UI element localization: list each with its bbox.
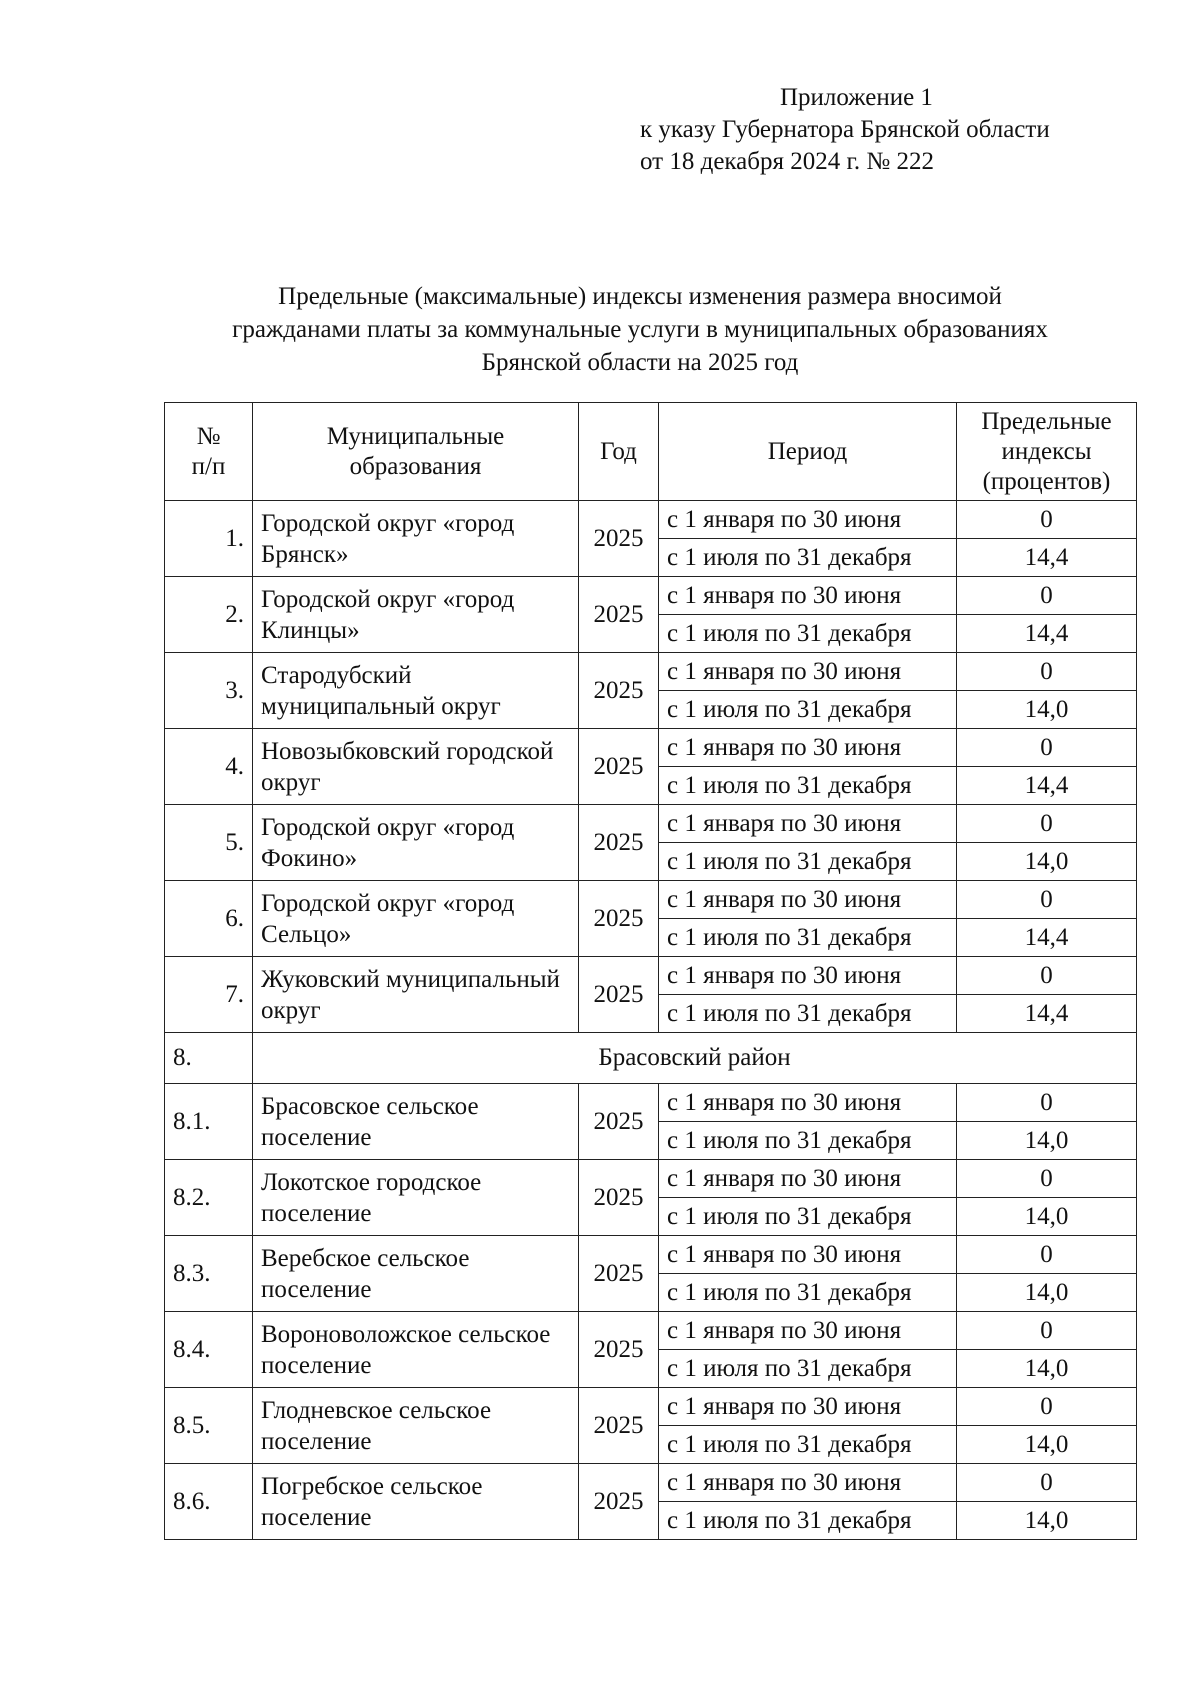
year-cell: 2025	[579, 1312, 659, 1388]
index-value: 14,0	[957, 1426, 1137, 1464]
indices-table	[164, 402, 1137, 1540]
row-number: 8.2.	[165, 1160, 253, 1236]
municipality-name: Локотское городское поселение	[253, 1160, 579, 1236]
period-cell: с 1 июля по 31 декабря	[659, 539, 957, 577]
district-name: Брасовский район	[253, 1033, 1137, 1084]
table-row	[165, 805, 1137, 843]
appendix-header	[640, 82, 1050, 178]
municipality-name: Жуковский муниципальный округ	[253, 957, 579, 1033]
municipality-name: Погребское сельское поселение	[253, 1464, 579, 1540]
index-value: 0	[957, 1464, 1137, 1502]
index-value: 0	[957, 1084, 1137, 1122]
index-value: 0	[957, 501, 1137, 539]
period-cell: с 1 июля по 31 декабря	[659, 615, 957, 653]
period-cell: с 1 января по 30 июня	[659, 1084, 957, 1122]
district-row	[165, 1033, 1137, 1084]
year-cell: 2025	[579, 1160, 659, 1236]
period-cell: с 1 июля по 31 декабря	[659, 767, 957, 805]
table-row	[165, 501, 1137, 539]
table-row	[165, 1388, 1137, 1426]
table-row	[165, 1236, 1137, 1274]
municipality-name: Городской округ «город Клинцы»	[253, 577, 579, 653]
year-cell: 2025	[579, 1236, 659, 1312]
table-header-row	[165, 403, 1137, 501]
table-row	[165, 881, 1137, 919]
index-value: 14,0	[957, 1198, 1137, 1236]
period-cell: с 1 января по 30 июня	[659, 653, 957, 691]
row-number: 8.6.	[165, 1464, 253, 1540]
header-name: Муниципальные образования	[253, 403, 579, 501]
period-cell: с 1 июля по 31 декабря	[659, 1502, 957, 1540]
period-cell: с 1 января по 30 июня	[659, 1236, 957, 1274]
municipality-name: Брасовское сельское поселение	[253, 1084, 579, 1160]
index-value: 0	[957, 577, 1137, 615]
municipality-name: Вороноволожское сельское поселение	[253, 1312, 579, 1388]
year-cell: 2025	[579, 577, 659, 653]
header-index: Предельные индексы (процентов)	[957, 403, 1137, 501]
title-line-2: гражданами платы за коммунальные услуги в муниципальных образованиях	[232, 316, 1048, 343]
year-cell: 2025	[579, 1464, 659, 1540]
municipality-name: Новозыбковский городской округ	[253, 729, 579, 805]
index-value: 0	[957, 1160, 1137, 1198]
period-cell: с 1 июля по 31 декабря	[659, 995, 957, 1033]
index-value: 14,0	[957, 843, 1137, 881]
index-value: 14,0	[957, 691, 1137, 729]
header-period: Период	[659, 403, 957, 501]
period-cell: с 1 января по 30 июня	[659, 881, 957, 919]
document-title	[160, 280, 1120, 379]
period-cell: с 1 января по 30 июня	[659, 1388, 957, 1426]
period-cell: с 1 июля по 31 декабря	[659, 1198, 957, 1236]
period-cell: с 1 июля по 31 декабря	[659, 919, 957, 957]
row-number: 2.	[165, 577, 253, 653]
period-cell: с 1 июля по 31 декабря	[659, 1350, 957, 1388]
index-value: 0	[957, 1312, 1137, 1350]
row-number: 6.	[165, 881, 253, 957]
appendix-line-1: Приложение 1	[780, 84, 933, 111]
table-row	[165, 729, 1137, 767]
index-value: 14,0	[957, 1350, 1137, 1388]
year-cell: 2025	[579, 501, 659, 577]
index-value: 14,4	[957, 615, 1137, 653]
year-cell: 2025	[579, 881, 659, 957]
table-row	[165, 1160, 1137, 1198]
index-value: 14,4	[957, 539, 1137, 577]
table-row	[165, 1084, 1137, 1122]
index-value: 14,0	[957, 1122, 1137, 1160]
row-number: 4.	[165, 729, 253, 805]
period-cell: с 1 января по 30 июня	[659, 1464, 957, 1502]
period-cell: с 1 января по 30 июня	[659, 501, 957, 539]
table-row	[165, 577, 1137, 615]
index-value: 14,4	[957, 767, 1137, 805]
year-cell: 2025	[579, 729, 659, 805]
year-cell: 2025	[579, 1084, 659, 1160]
index-value: 0	[957, 653, 1137, 691]
period-cell: с 1 января по 30 июня	[659, 1160, 957, 1198]
period-cell: с 1 июля по 31 декабря	[659, 1274, 957, 1312]
period-cell: с 1 июля по 31 декабря	[659, 1426, 957, 1464]
year-cell: 2025	[579, 805, 659, 881]
row-number: 7.	[165, 957, 253, 1033]
municipality-name: Стародубский муниципальный округ	[253, 653, 579, 729]
period-cell: с 1 июля по 31 декабря	[659, 843, 957, 881]
index-value: 0	[957, 729, 1137, 767]
appendix-line-2: к указу Губернатора Брянской области	[640, 116, 1050, 143]
period-cell: с 1 июля по 31 декабря	[659, 691, 957, 729]
row-number: 8.4.	[165, 1312, 253, 1388]
table-row	[165, 1312, 1137, 1350]
period-cell: с 1 января по 30 июня	[659, 729, 957, 767]
row-number: 1.	[165, 501, 253, 577]
appendix-line-3: от 18 декабря 2024 г. № 222	[640, 148, 935, 175]
index-value: 0	[957, 1236, 1137, 1274]
header-year: Год	[579, 403, 659, 501]
table-row	[165, 957, 1137, 995]
period-cell: с 1 января по 30 июня	[659, 577, 957, 615]
title-line-1: Предельные (максимальные) индексы изменения размера вносимой	[278, 283, 1002, 310]
row-number: 8.1.	[165, 1084, 253, 1160]
period-cell: с 1 января по 30 июня	[659, 957, 957, 995]
municipality-name: Городской округ «город Брянск»	[253, 501, 579, 577]
municipality-name: Глодневское сельское поселение	[253, 1388, 579, 1464]
municipality-name: Городской округ «город Сельцо»	[253, 881, 579, 957]
header-num: № п/п	[165, 403, 253, 501]
year-cell: 2025	[579, 957, 659, 1033]
period-cell: с 1 января по 30 июня	[659, 805, 957, 843]
row-number: 5.	[165, 805, 253, 881]
index-value: 14,4	[957, 995, 1137, 1033]
district-number: 8.	[165, 1033, 253, 1084]
year-cell: 2025	[579, 1388, 659, 1464]
period-cell: с 1 января по 30 июня	[659, 1312, 957, 1350]
index-value: 14,0	[957, 1502, 1137, 1540]
title-line-3: Брянской области на 2025 год	[481, 349, 799, 376]
year-cell: 2025	[579, 653, 659, 729]
table-row	[165, 1464, 1137, 1502]
period-cell: с 1 июля по 31 декабря	[659, 1122, 957, 1160]
index-value: 14,4	[957, 919, 1137, 957]
index-value: 0	[957, 957, 1137, 995]
row-number: 8.3.	[165, 1236, 253, 1312]
index-value: 0	[957, 805, 1137, 843]
index-value: 0	[957, 1388, 1137, 1426]
index-value: 14,0	[957, 1274, 1137, 1312]
index-value: 0	[957, 881, 1137, 919]
row-number: 3.	[165, 653, 253, 729]
municipality-name: Городской округ «город Фокино»	[253, 805, 579, 881]
municipality-name: Веребское сельское поселение	[253, 1236, 579, 1312]
row-number: 8.5.	[165, 1388, 253, 1464]
table-row	[165, 653, 1137, 691]
